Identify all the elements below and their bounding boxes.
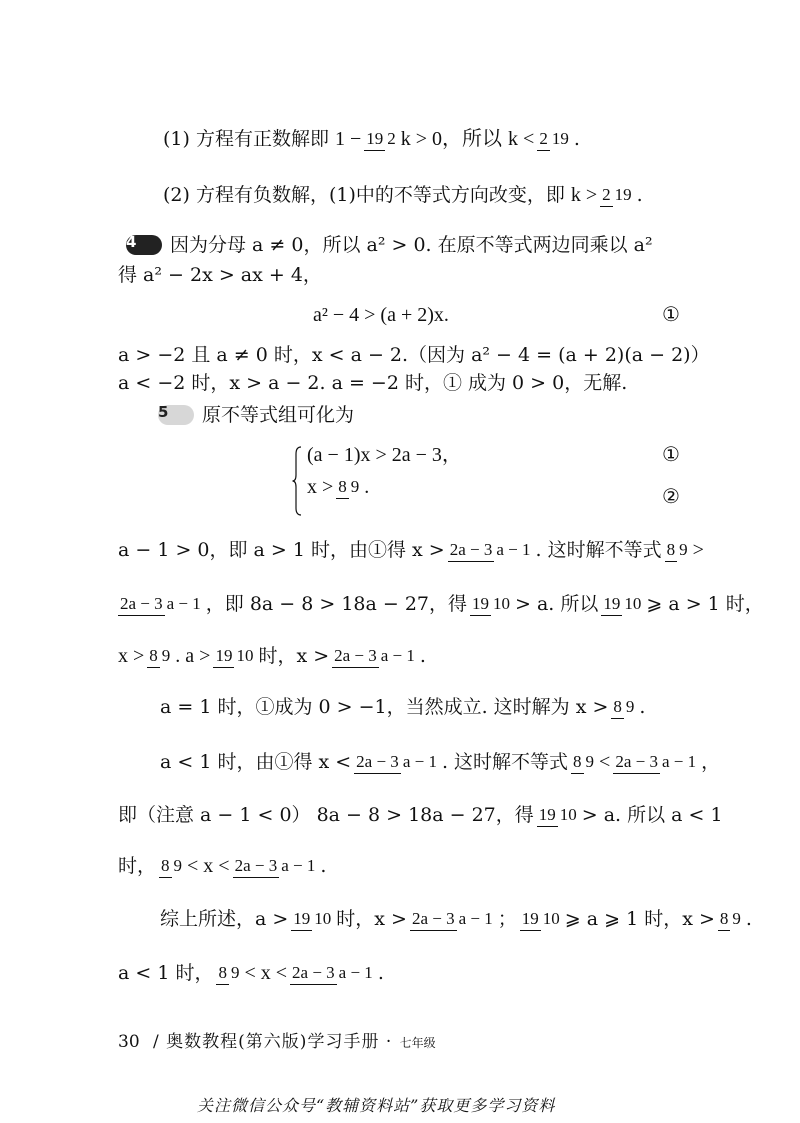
line-8 bbox=[158, 405, 354, 425]
fraction: 19 10 bbox=[520, 908, 562, 931]
text: a < −2 时，x > a − 2. a = −2 时，① 成为 0 > 0，无解. bbox=[118, 372, 628, 394]
text: a = 1 时，①成为 0 > −1，当然成立. 这时解为 x > bbox=[160, 695, 609, 718]
text: . bbox=[573, 127, 580, 150]
line-17 bbox=[118, 855, 326, 878]
line-13 bbox=[118, 645, 426, 668]
text: ⩾ a ⩾ 1 时，x > bbox=[564, 907, 715, 930]
fraction: 19 10 bbox=[601, 593, 643, 616]
fraction: 2a − 3 a − 1 bbox=[290, 962, 375, 985]
book-title: / 奥数教程(第六版)学习手册 · bbox=[153, 1032, 393, 1052]
fraction: 8 9 bbox=[216, 962, 241, 985]
math: a² − 4 > (a + 2)x. bbox=[313, 304, 449, 326]
text: 因为分母 a ≠ 0，所以 a² > 0. 在原不等式两边同乘以 a² bbox=[170, 233, 653, 256]
text: . 这时解不等式 bbox=[535, 538, 662, 561]
math: < x < bbox=[244, 962, 288, 985]
line-11 bbox=[118, 539, 704, 562]
text: 时，x > bbox=[336, 907, 407, 930]
fraction: 19 10 bbox=[291, 908, 333, 931]
problem-badge-4: 4 bbox=[126, 235, 162, 255]
text: ； bbox=[497, 907, 517, 930]
line-19 bbox=[118, 962, 384, 985]
text: > a. 所以 a < 1 bbox=[581, 803, 723, 826]
fraction: 2 19 bbox=[537, 128, 571, 151]
math: k > bbox=[570, 184, 598, 207]
fraction: 2a − 3 a − 1 bbox=[410, 908, 495, 931]
fraction: 8 9 bbox=[611, 696, 636, 719]
line-7 bbox=[118, 374, 627, 393]
math: . a > bbox=[175, 645, 211, 668]
text: . bbox=[419, 644, 426, 667]
text: a − 1 > 0，即 a > 1 时，由①得 x > bbox=[118, 538, 445, 561]
line-9 bbox=[307, 445, 462, 465]
text: . bbox=[377, 961, 384, 984]
text: 即（注意 a − 1 < 0） 8a − 8 > 18a − 27，得 bbox=[118, 803, 534, 826]
math: 1 − bbox=[334, 128, 362, 151]
text: 时，x > bbox=[258, 644, 330, 667]
text: (1) 方程有正数解即 bbox=[163, 127, 329, 150]
text: ，即 8a − 8 > 18a − 27，得 bbox=[205, 592, 468, 615]
fraction: 2a − 3 a − 1 bbox=[613, 751, 698, 774]
line-12 bbox=[118, 593, 764, 616]
text: a > −2 且 a ≠ 0 时，x < a − 2.（因为 a² − 4 = (a + 2)(a − 2)） bbox=[118, 344, 710, 366]
fraction: 8 9 bbox=[336, 476, 361, 499]
text: 得 a² − 2x > ax + 4， bbox=[118, 264, 322, 286]
text: 原不等式组可化为 bbox=[202, 403, 355, 426]
text: (2) 方程有负数解，(1)中的不等式方向改变，即 bbox=[163, 183, 565, 206]
math: > bbox=[692, 539, 704, 562]
fraction: 8 9 bbox=[147, 645, 172, 668]
page-footer bbox=[118, 1027, 436, 1052]
watermark-notice: 关注微信公众号“教辅资料站”获取更多学习资料 bbox=[197, 1096, 556, 1115]
line-10 bbox=[307, 476, 369, 499]
math: (a − 1)x > 2a − 3， bbox=[307, 444, 462, 466]
fraction: 2a − 3 a − 1 bbox=[118, 593, 203, 616]
fraction: 2a − 3 a − 1 bbox=[448, 539, 533, 562]
text: 时， bbox=[118, 854, 157, 877]
page-number: 30 bbox=[118, 1032, 140, 1052]
line-5 bbox=[313, 305, 449, 325]
line-14 bbox=[160, 696, 645, 719]
text: 综上所述，a > bbox=[160, 907, 289, 930]
text: k > 0，所以 bbox=[400, 128, 503, 151]
line-15 bbox=[160, 751, 720, 774]
line-16 bbox=[118, 804, 723, 827]
math: < bbox=[599, 751, 611, 774]
fraction: 2a − 3 a − 1 bbox=[332, 645, 417, 668]
math: . bbox=[364, 476, 370, 499]
text: ⩾ a > 1 时， bbox=[646, 592, 764, 615]
text: . 这时解不等式 bbox=[441, 750, 569, 773]
line-3 bbox=[126, 235, 653, 255]
line-6 bbox=[118, 346, 710, 365]
fraction: 19 10 bbox=[537, 804, 579, 827]
fraction: 2a − 3 a − 1 bbox=[354, 751, 439, 774]
text: ， bbox=[701, 750, 721, 773]
text: . bbox=[636, 183, 643, 206]
equation-marker-1: ① bbox=[662, 302, 680, 326]
text: > a. 所以 bbox=[515, 592, 599, 615]
text: . bbox=[745, 907, 752, 930]
fraction: 8 9 bbox=[718, 908, 743, 931]
line-18 bbox=[160, 908, 752, 931]
fraction: 8 9 bbox=[571, 751, 596, 774]
equation-marker-1: ① bbox=[662, 442, 680, 466]
fraction: 2a − 3 a − 1 bbox=[233, 855, 318, 878]
fraction: 19 10 bbox=[470, 593, 512, 616]
left-brace bbox=[292, 446, 302, 516]
line-4 bbox=[118, 266, 322, 285]
text: . bbox=[320, 854, 327, 877]
math: < x < bbox=[187, 855, 230, 878]
text: a < 1 时， bbox=[118, 961, 214, 984]
text: a < 1 时，由①得 x < bbox=[160, 750, 352, 773]
problem-badge-5: 5 bbox=[158, 405, 194, 425]
grade-label: 七年级 bbox=[399, 1036, 436, 1050]
fraction: 19 10 bbox=[213, 645, 255, 668]
math: k < bbox=[508, 128, 535, 151]
fraction: 8 9 bbox=[665, 539, 690, 562]
math: x > bbox=[307, 476, 334, 499]
math: x > bbox=[118, 645, 145, 668]
line-2 bbox=[163, 184, 643, 207]
text: . bbox=[639, 695, 646, 718]
fraction: 8 9 bbox=[159, 855, 184, 878]
fraction: 19 2 bbox=[364, 128, 398, 151]
fraction: 2 19 bbox=[600, 184, 634, 207]
equation-marker-2: ② bbox=[662, 484, 680, 508]
line-1 bbox=[163, 128, 580, 151]
